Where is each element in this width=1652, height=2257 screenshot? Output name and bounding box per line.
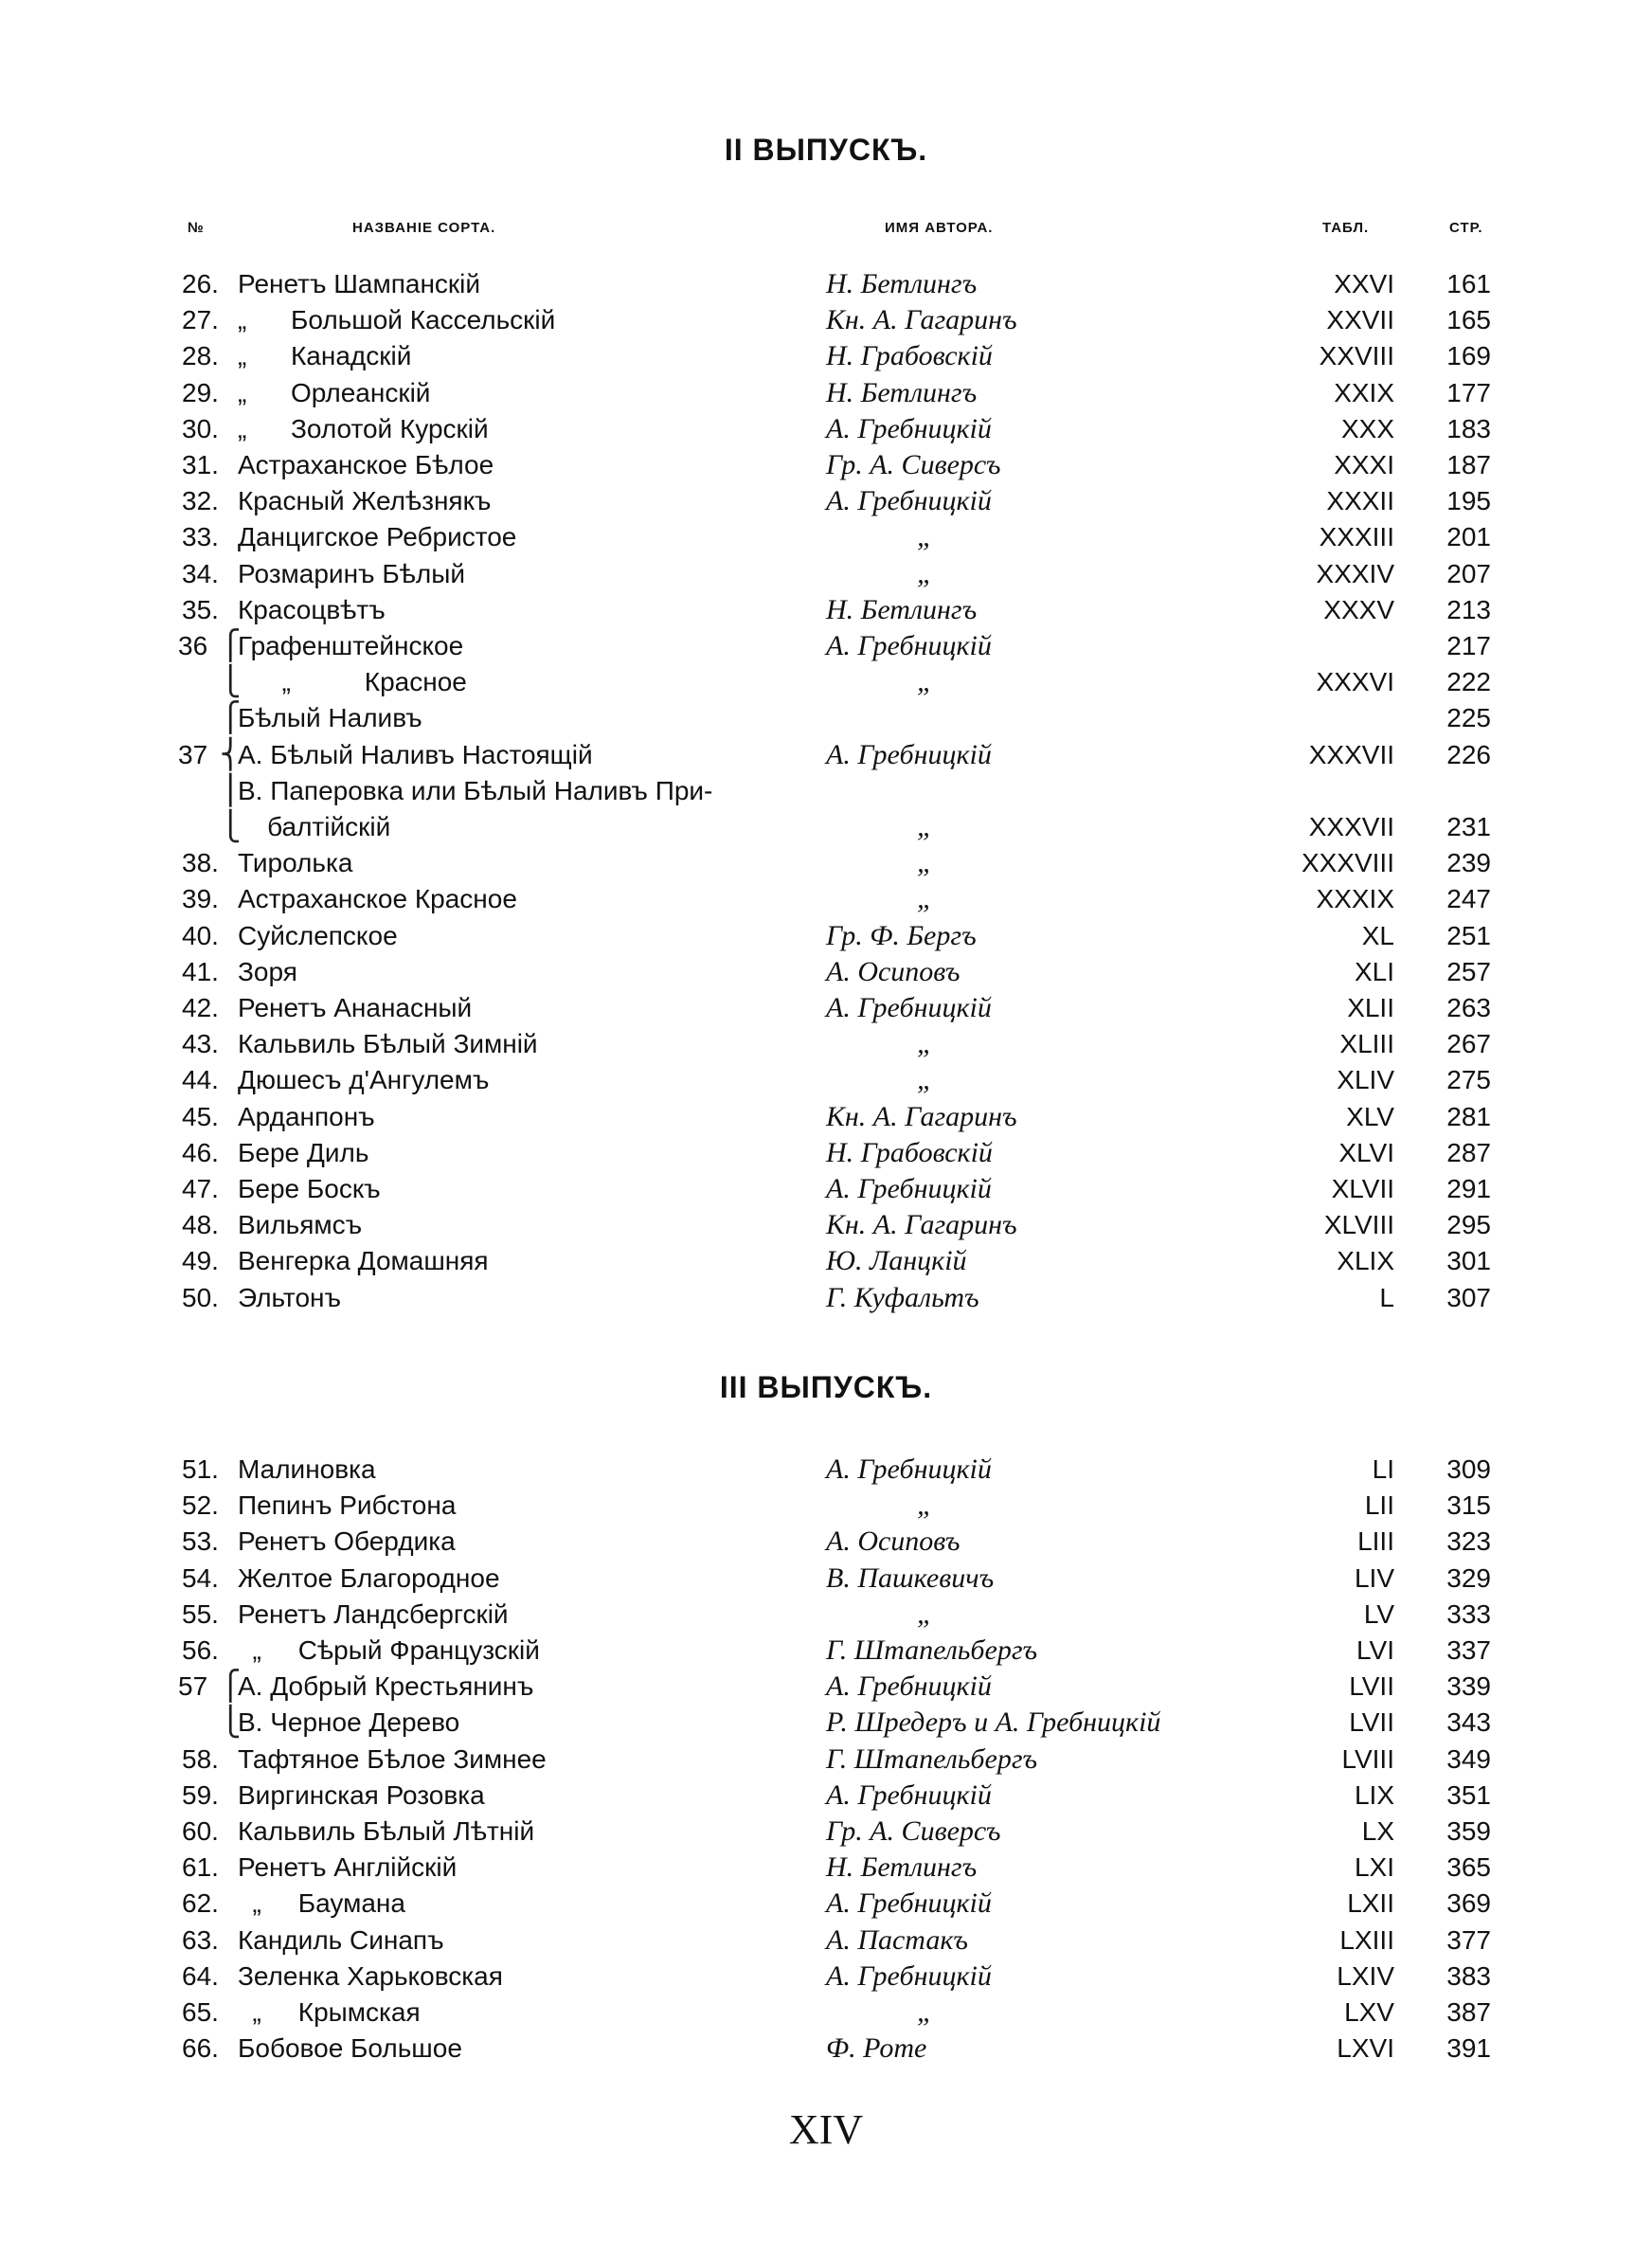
- table-number: XXIX: [1334, 377, 1394, 407]
- author-name: Ю. Ланцкій: [826, 1245, 967, 1277]
- bracket: ⎧: [220, 702, 242, 734]
- table-number: XLII: [1347, 993, 1394, 1022]
- page-ref: 337: [1446, 1635, 1491, 1665]
- bracket: ⎧: [220, 1670, 242, 1703]
- table-row: [0, 1597, 1652, 1633]
- table-row: [0, 1280, 1652, 1316]
- page-ref: 369: [1446, 1888, 1491, 1919]
- author-name: А. Гребницкій: [826, 1173, 992, 1204]
- table-number: XXXV: [1323, 594, 1394, 624]
- table-number: LI: [1372, 1454, 1394, 1484]
- table-number: LXVI: [1337, 2033, 1394, 2064]
- entry-number: 29.: [182, 377, 219, 407]
- table-row: [0, 1923, 1652, 1959]
- table-row: [0, 1814, 1652, 1850]
- author-name: Гр. Ф. Бергъ: [826, 919, 977, 951]
- table-row: [0, 592, 1652, 628]
- table-row: [0, 1959, 1652, 1995]
- author-name: „: [917, 1490, 933, 1522]
- author-name: „: [917, 883, 933, 915]
- variety-name: Желтое Благородное: [238, 1562, 500, 1593]
- author-name: Н. Бетлингъ: [826, 376, 978, 408]
- page-ref: 213: [1446, 594, 1491, 624]
- table-number: LX: [1361, 1816, 1394, 1846]
- variety-name: „ Красное: [238, 667, 467, 697]
- table-row: [0, 773, 1652, 809]
- table-number: XXXIII: [1319, 522, 1394, 552]
- table-row: [0, 483, 1652, 519]
- author-name: Н. Грабовскій: [826, 1136, 993, 1168]
- page-ref: 281: [1446, 1101, 1491, 1131]
- variety-name: Астраханское Красное: [238, 884, 517, 914]
- bracket: ⎩: [220, 1706, 242, 1739]
- entry-number: 61.: [182, 1852, 219, 1883]
- variety-name: Суйслепское: [238, 920, 398, 950]
- page-ref: 226: [1446, 739, 1491, 769]
- table-number: LV: [1363, 1598, 1394, 1629]
- entry-number: 48.: [182, 1210, 219, 1240]
- page-ref: 207: [1446, 558, 1491, 588]
- author-name: Кн. А. Гагаринъ: [826, 1209, 1017, 1241]
- table-row: [0, 700, 1652, 736]
- author-name: А. Гребницкій: [826, 485, 992, 517]
- variety-name: „ Крымская: [238, 1997, 421, 2027]
- variety-name: Ренетъ Ландсбергскій: [238, 1598, 509, 1629]
- table-number: XXXVII: [1308, 739, 1394, 769]
- table-number: XLI: [1354, 956, 1394, 986]
- entry-number: 51.: [182, 1454, 219, 1484]
- table-row: [0, 664, 1652, 700]
- table-number: LIV: [1354, 1562, 1394, 1593]
- author-name: Гр. А. Сиверсъ: [826, 1815, 1001, 1847]
- table-number: L: [1379, 1282, 1394, 1312]
- variety-name: „ Сѣрый Французскій: [238, 1635, 540, 1665]
- variety-name: Красоцвѣтъ: [238, 594, 386, 624]
- entry-number: 49.: [182, 1246, 219, 1276]
- page-ref: 291: [1446, 1174, 1491, 1203]
- table-number: XXXII: [1326, 486, 1394, 516]
- author-name: Н. Бетлингъ: [826, 593, 978, 625]
- table-number: LVII: [1349, 1707, 1394, 1738]
- author-name: А. Гребницкій: [826, 1959, 992, 1992]
- table-row: [0, 1452, 1652, 1488]
- table-row: [0, 302, 1652, 338]
- table-row: [0, 1886, 1652, 1922]
- entry-number: 36: [178, 631, 208, 660]
- variety-name: Дюшесъ д'Ангулемъ: [238, 1065, 490, 1095]
- variety-name: Зеленка Харьковская: [238, 1960, 503, 1991]
- table-row: [0, 447, 1652, 483]
- table-number: XLIII: [1339, 1029, 1394, 1059]
- author-name: „: [917, 1028, 933, 1060]
- table-number: LIX: [1354, 1779, 1394, 1810]
- table-row: [0, 519, 1652, 555]
- table-row: [0, 1488, 1652, 1524]
- table-number: XLVII: [1331, 1174, 1394, 1203]
- author-name: „: [917, 811, 933, 842]
- author-name: А. Гребницкій: [826, 1779, 992, 1811]
- table-row: [0, 1561, 1652, 1597]
- table-row: [0, 737, 1652, 773]
- table-row: [0, 2031, 1652, 2067]
- table-row: [0, 1062, 1652, 1098]
- entry-number: 44.: [182, 1065, 219, 1095]
- entry-number: 46.: [182, 1137, 219, 1167]
- table-row: [0, 954, 1652, 990]
- author-name: А. Гребницкій: [826, 412, 992, 444]
- table-row: [0, 338, 1652, 374]
- entry-number: 38.: [182, 848, 219, 878]
- variety-name: Кандиль Синапъ: [238, 1924, 444, 1955]
- bracket: ⎪: [220, 774, 242, 806]
- page-ref: 309: [1446, 1454, 1491, 1484]
- variety-name: „ Баумана: [238, 1888, 405, 1919]
- entry-number: 66.: [182, 2033, 219, 2064]
- page-ref: 295: [1446, 1210, 1491, 1240]
- variety-name: Малиновка: [238, 1454, 376, 1484]
- entry-number: 45.: [182, 1101, 219, 1131]
- variety-name: Ренетъ Шампанскій: [238, 269, 481, 298]
- variety-name: А. Добрый Крестьянинъ: [238, 1671, 534, 1702]
- table-number: XLIV: [1337, 1065, 1394, 1095]
- entry-number: 26.: [182, 269, 219, 298]
- author-name: А. Гребницкій: [826, 738, 992, 770]
- table-number: XXXIX: [1316, 884, 1394, 914]
- entry-number: 54.: [182, 1562, 219, 1593]
- author-name: „: [917, 1996, 933, 2028]
- page-ref: 231: [1446, 812, 1491, 841]
- variety-name: „ Орлеанскій: [238, 377, 431, 407]
- table-number: LVI: [1356, 1635, 1394, 1665]
- variety-name: Арданпонъ: [238, 1101, 375, 1131]
- variety-name: Эльтонъ: [238, 1282, 341, 1312]
- table-row: [0, 1633, 1652, 1669]
- page-ref: 377: [1446, 1924, 1491, 1955]
- author-name: В. Пашкевичъ: [826, 1562, 995, 1594]
- variety-name: В. Паперовка или Бѣлый Наливъ При-: [238, 775, 713, 805]
- entry-number: 50.: [182, 1282, 219, 1312]
- table-row: [0, 1026, 1652, 1062]
- entry-number: 64.: [182, 1960, 219, 1991]
- table-number: XXX: [1340, 413, 1394, 443]
- table-row: [0, 1135, 1652, 1171]
- page-ref: 239: [1446, 848, 1491, 878]
- header-variety-name: НАЗВАНIЕ СОРТА.: [352, 220, 496, 236]
- table-number: XXVI: [1334, 269, 1394, 298]
- author-name: А. Пастакъ: [826, 1923, 968, 1956]
- variety-name: Венгерка Домашняя: [238, 1246, 489, 1276]
- page-ref: 222: [1446, 667, 1491, 697]
- entry-number: 47.: [182, 1174, 219, 1203]
- table-number: LVIII: [1341, 1743, 1394, 1774]
- entry-number: 41.: [182, 956, 219, 986]
- variety-name: Ренетъ Англійскій: [238, 1852, 458, 1883]
- author-name: Н. Бетлингъ: [826, 1851, 978, 1884]
- author-name: Р. Шредеръ и А. Гребницкій: [826, 1706, 1161, 1739]
- table-row: [0, 628, 1652, 664]
- variety-name: „ Канадскій: [238, 341, 412, 371]
- author-name: Ф. Роте: [826, 2032, 927, 2065]
- table-row: [0, 1171, 1652, 1207]
- header-author: ИМЯ АВТОРА.: [885, 220, 994, 236]
- table-row: [0, 918, 1652, 954]
- variety-name: В. Черное Дерево: [238, 1707, 460, 1738]
- table-number: XXXVII: [1308, 812, 1394, 841]
- table-row: [0, 1524, 1652, 1560]
- entry-number: 31.: [182, 450, 219, 479]
- page-ref: 267: [1446, 1029, 1491, 1059]
- author-name: А. Осиповъ: [826, 955, 961, 987]
- table-row: [0, 1742, 1652, 1778]
- header-number: №: [188, 220, 205, 236]
- author-name: „: [917, 666, 933, 698]
- table-number: XLIX: [1337, 1246, 1394, 1276]
- page-ref: 201: [1446, 522, 1491, 552]
- author-name: А. Гребницкій: [826, 1670, 992, 1703]
- table-number: LXII: [1347, 1888, 1394, 1919]
- page-ref: 177: [1446, 377, 1491, 407]
- variety-name: Вильямсъ: [238, 1210, 363, 1240]
- author-name: „: [917, 521, 933, 553]
- entry-number: 55.: [182, 1598, 219, 1629]
- page-ref: 329: [1446, 1562, 1491, 1593]
- page-ref: 365: [1446, 1852, 1491, 1883]
- entry-number: 63.: [182, 1924, 219, 1955]
- author-name: „: [917, 847, 933, 879]
- entry-number: 28.: [182, 341, 219, 371]
- table-number: XXVII: [1326, 305, 1394, 335]
- table-row: [0, 1850, 1652, 1886]
- author-name: Кн. А. Гагаринъ: [826, 304, 1017, 336]
- header-table: ТАБЛ.: [1322, 220, 1370, 236]
- bracket: ⎩: [220, 666, 242, 698]
- author-name: Г. Штапельбергъ: [826, 1742, 1038, 1775]
- author-name: Н. Грабовскій: [826, 340, 993, 372]
- page-ref: 263: [1446, 993, 1491, 1022]
- page-ref: 161: [1446, 269, 1491, 298]
- table-row: [0, 1243, 1652, 1279]
- page-ref: 275: [1446, 1065, 1491, 1095]
- table-number: XXXVIII: [1301, 848, 1394, 878]
- entry-number: 37: [178, 739, 208, 769]
- table-number: LXIV: [1337, 1960, 1394, 1991]
- entry-number: 34.: [182, 558, 219, 588]
- entry-number: 59.: [182, 1779, 219, 1810]
- entry-number: 35.: [182, 594, 219, 624]
- page-ref: 343: [1446, 1707, 1491, 1738]
- bracket: ⎩: [220, 811, 242, 842]
- entry-number: 52.: [182, 1490, 219, 1521]
- author-name: А. Гребницкій: [826, 992, 992, 1023]
- page-ref: 169: [1446, 341, 1491, 371]
- variety-name: А. Бѣлый Наливъ Настоящій: [238, 739, 593, 769]
- page-ref: 287: [1446, 1137, 1491, 1167]
- bracket: ⎧: [220, 630, 242, 661]
- entry-number: 56.: [182, 1635, 219, 1665]
- entry-number: 40.: [182, 920, 219, 950]
- variety-name: Бѣлый Наливъ: [238, 703, 422, 733]
- author-name: „: [917, 557, 933, 589]
- entry-number: 65.: [182, 1997, 219, 2027]
- table-row: [0, 845, 1652, 881]
- table-row: [0, 556, 1652, 592]
- page-ref: 307: [1446, 1282, 1491, 1312]
- section-2-title: II ВЫПУСКЪ.: [724, 133, 928, 167]
- page-ref: 349: [1446, 1743, 1491, 1774]
- header-page: СТР.: [1449, 220, 1483, 236]
- table-number: XLV: [1346, 1101, 1394, 1131]
- variety-name: Бере Боскъ: [238, 1174, 381, 1203]
- variety-name: Тафтяное Бѣлое Зимнее: [238, 1743, 547, 1774]
- table-row: [0, 881, 1652, 917]
- table-row: [0, 1778, 1652, 1814]
- page-ref: 339: [1446, 1671, 1491, 1702]
- author-name: Г. Куфальтъ: [826, 1281, 979, 1313]
- entry-number: 62.: [182, 1888, 219, 1919]
- variety-name: Кальвиль Бѣлый Лѣтній: [238, 1816, 535, 1846]
- table-row: [0, 990, 1652, 1026]
- page-ref: 247: [1446, 884, 1491, 914]
- author-name: Гр. А. Сиверсъ: [826, 449, 1001, 480]
- variety-name: Графенштейнское: [238, 631, 464, 660]
- author-name: А. Гребницкій: [826, 1887, 992, 1920]
- page-ref: 387: [1446, 1997, 1491, 2027]
- variety-name: Кальвиль Бѣлый Зимній: [238, 1029, 538, 1059]
- table-number: XXVIII: [1319, 341, 1394, 371]
- table-number: LXV: [1344, 1997, 1394, 2027]
- entry-number: 27.: [182, 305, 219, 335]
- entry-number: 57: [178, 1671, 208, 1702]
- table-row: [0, 411, 1652, 447]
- author-name: А. Осиповъ: [826, 1526, 961, 1558]
- section-3-title: III ВЫПУСКЪ.: [719, 1370, 933, 1404]
- variety-name: Тиролька: [238, 848, 353, 878]
- entry-number: 42.: [182, 993, 219, 1022]
- table-number: XXXI: [1334, 450, 1394, 479]
- variety-name: Данцигское Ребристое: [238, 522, 517, 552]
- entry-number: 32.: [182, 486, 219, 516]
- table-row: [0, 266, 1652, 302]
- table-number: XXXIV: [1316, 558, 1394, 588]
- entry-number: 58.: [182, 1743, 219, 1774]
- table-number: XLVI: [1338, 1137, 1394, 1167]
- entry-number: 39.: [182, 884, 219, 914]
- page-ref: 195: [1446, 486, 1491, 516]
- table-row: [0, 809, 1652, 845]
- page-ref: 251: [1446, 920, 1491, 950]
- variety-name: Зоря: [238, 956, 297, 986]
- author-name: Кн. А. Гагаринъ: [826, 1100, 1017, 1132]
- page-ref: 217: [1446, 631, 1491, 660]
- author-name: Н. Бетлингъ: [826, 268, 978, 299]
- page-ref: 165: [1446, 305, 1491, 335]
- table-row: [0, 1207, 1652, 1243]
- page-ref: 257: [1446, 956, 1491, 986]
- table-row: [0, 1099, 1652, 1135]
- entry-number: 53.: [182, 1526, 219, 1557]
- table-number: XXXVI: [1316, 667, 1394, 697]
- entry-number: 60.: [182, 1816, 219, 1846]
- page-ref: 359: [1446, 1816, 1491, 1846]
- entry-number: 33.: [182, 522, 219, 552]
- table-row: [0, 1705, 1652, 1741]
- table-row: [0, 1669, 1652, 1705]
- page-ref: 391: [1446, 2033, 1491, 2064]
- page-number: XIV: [788, 2106, 864, 2153]
- page-ref: 183: [1446, 413, 1491, 443]
- variety-name: Бере Диль: [238, 1137, 369, 1167]
- page-ref: 333: [1446, 1598, 1491, 1629]
- table-number: LXIII: [1339, 1924, 1394, 1955]
- author-name: Г. Штапельбергъ: [826, 1634, 1038, 1666]
- table-number: LIII: [1357, 1526, 1394, 1557]
- page-ref: 383: [1446, 1960, 1491, 1991]
- page-ref: 187: [1446, 450, 1491, 479]
- author-name: А. Гребницкій: [826, 1454, 992, 1485]
- table-row: [0, 375, 1652, 411]
- author-name: „: [917, 1598, 933, 1630]
- page-ref: 315: [1446, 1490, 1491, 1521]
- table-number: XL: [1361, 920, 1394, 950]
- entry-number: 43.: [182, 1029, 219, 1059]
- page-ref: 323: [1446, 1526, 1491, 1557]
- table-number: LII: [1364, 1490, 1394, 1521]
- author-name: „: [917, 1064, 933, 1096]
- entry-number: 30.: [182, 413, 219, 443]
- author-name: А. Гребницкій: [826, 630, 992, 661]
- variety-name: „ Золотой Курскій: [238, 413, 489, 443]
- table-row: [0, 1995, 1652, 2031]
- variety-name: Ренетъ Обердика: [238, 1526, 456, 1557]
- table-number: XLVIII: [1323, 1210, 1394, 1240]
- bracket: ⎨: [220, 738, 242, 770]
- variety-name: Виргинская Розовка: [238, 1779, 485, 1810]
- variety-name: „ Большой Кассельскій: [238, 305, 556, 335]
- page-ref: 351: [1446, 1779, 1491, 1810]
- table-number: LVII: [1349, 1671, 1394, 1702]
- variety-name: Ренетъ Ананасный: [238, 993, 473, 1022]
- page-ref: 301: [1446, 1246, 1491, 1276]
- variety-name: Бобовое Большое: [238, 2033, 462, 2064]
- table-number: LXI: [1354, 1852, 1394, 1883]
- variety-name: Астраханское Бѣлое: [238, 450, 494, 479]
- variety-name: Розмаринъ Бѣлый: [238, 558, 465, 588]
- page-ref: 225: [1446, 703, 1491, 733]
- variety-name: Красный Желѣзнякъ: [238, 486, 492, 516]
- variety-name: балтійскій: [238, 812, 391, 841]
- variety-name: Пепинъ Рибстона: [238, 1490, 457, 1521]
